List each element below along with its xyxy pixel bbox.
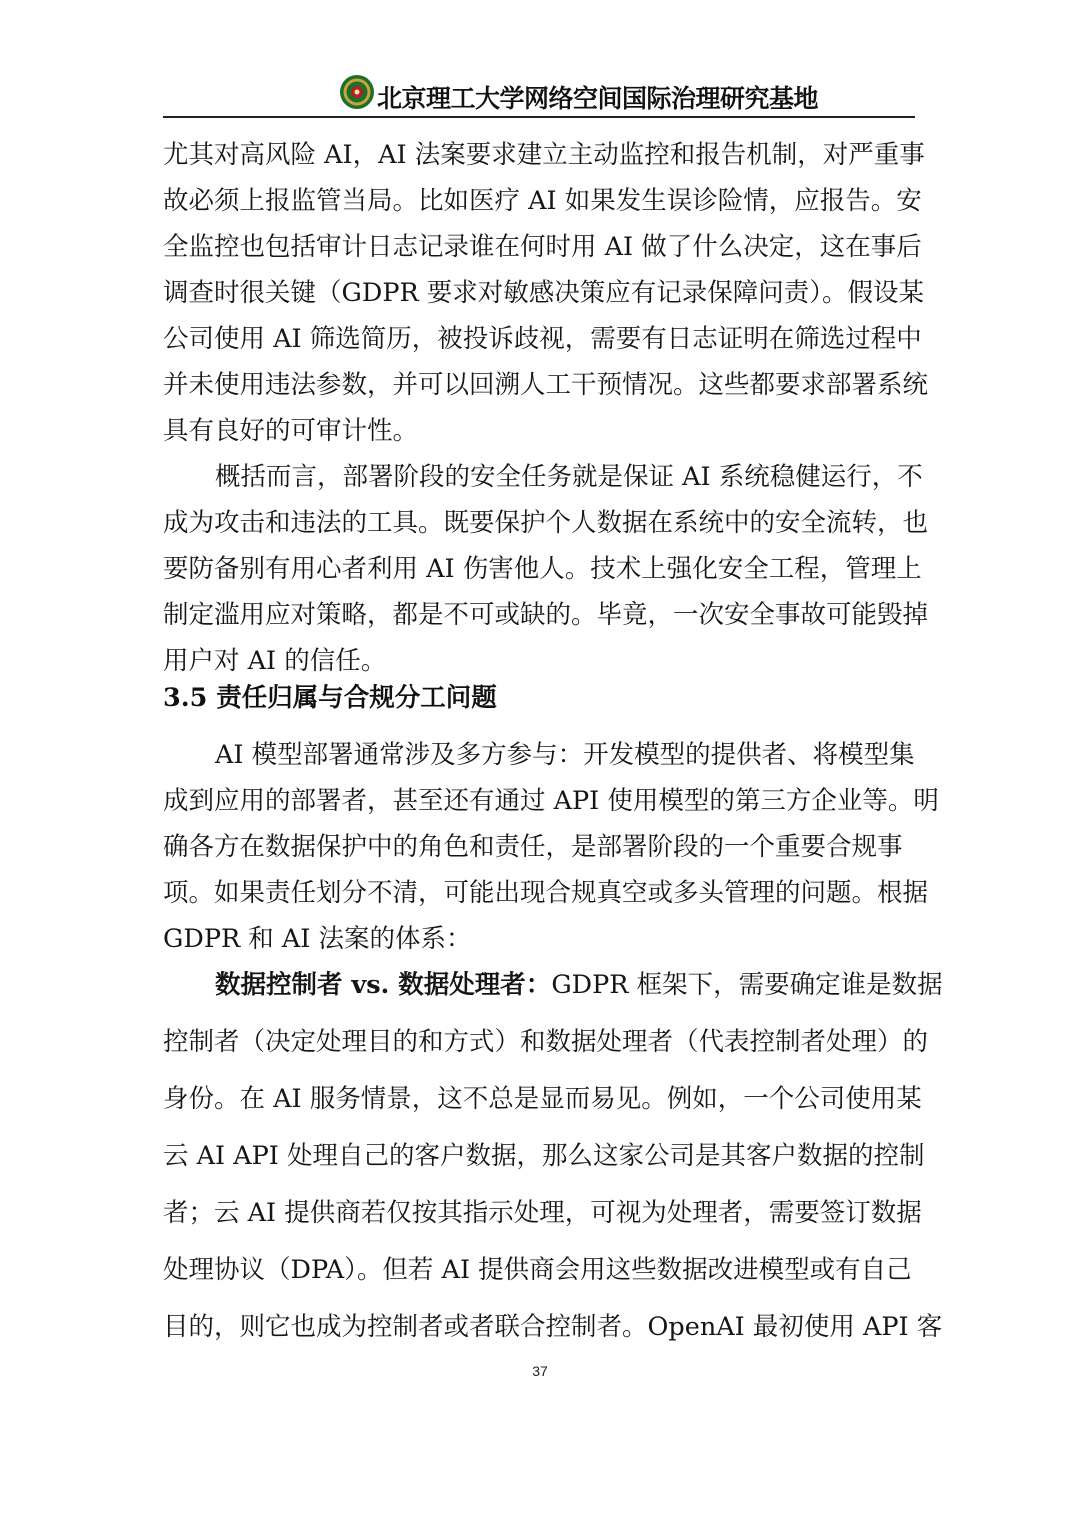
body-line: 尤其对高风险 AI，AI 法案要求建立主动监控和报告机制，对严重事 <box>163 140 925 170</box>
body-line: 并未使用违法参数，并可以回溯人工干预情况。这些都要求部署系统 <box>163 370 929 400</box>
body-line: 确各方在数据保护中的角色和责任，是部署阶段的一个重要合规事 <box>163 832 903 862</box>
lead-rest: GDPR 框架下，需要确定谁是数据 <box>551 970 943 1000</box>
body-line: AI 模型部署通常涉及多方参与：开发模型的提供者、将模型集 <box>215 740 915 770</box>
section-heading: 3.5 责任归属与合规分工问题 <box>163 683 497 713</box>
header-divider <box>163 116 915 118</box>
body-line: 成为攻击和违法的工具。既要保护个人数据在系统中的安全流转，也 <box>163 508 929 538</box>
body-line: 要防备别有用心者利用 AI 伤害他人。技术上强化安全工程，管理上 <box>163 554 922 584</box>
body-line: 公司使用 AI 筛选简历，被投诉歧视，需要有日志证明在筛选过程中 <box>163 324 922 354</box>
body-line: 者；云 AI 提供商若仅按其指示处理，可视为处理者，需要签订数据 <box>163 1198 922 1228</box>
header-title: 北京理工大学网络空间国际治理研究基地 <box>377 84 819 113</box>
body-line: 项。如果责任划分不清，可能出现合规真空或多头管理的问题。根据 <box>163 878 929 908</box>
body-line: 控制者（决定处理目的和方式）和数据处理者（代表控制者处理）的 <box>163 1027 929 1057</box>
body-line: GDPR 和 AI 法案的体系： <box>163 924 472 954</box>
body-line: 处理协议（DPA）。但若 AI 提供商会用这些数据改进模型或有自己 <box>163 1255 912 1285</box>
university-seal-icon <box>339 74 375 110</box>
body-line: 概括而言，部署阶段的安全任务就是保证 AI 系统稳健运行，不 <box>215 462 923 492</box>
page-header <box>163 68 915 118</box>
body-line: 用户对 AI 的信任。 <box>163 646 387 676</box>
bold-term: 数据控制者 vs. 数据处理者： <box>215 970 552 1000</box>
body-line: 调查时很关键（GDPR 要求对敏感决策应有记录保障问责）。假设某 <box>163 278 925 308</box>
body-line: 目的，则它也成为控制者或者联合控制者。OpenAI 最初使用 API 客 <box>163 1312 943 1342</box>
body-line: 身份。在 AI 服务情景，这不总是显而易见。例如，一个公司使用某 <box>163 1084 922 1114</box>
body-line: 成到应用的部署者，甚至还有通过 API 使用模型的第三方企业等。明 <box>163 786 939 816</box>
page-number: 37 <box>532 1363 548 1379</box>
lead-line <box>215 968 943 1002</box>
body-line: 全监控也包括审计日志记录谁在何时用 AI 做了什么决定，这在事后 <box>163 232 922 262</box>
body-line: 具有良好的可审计性。 <box>163 416 419 446</box>
body-line: 制定滥用应对策略，都是不可或缺的。毕竟，一次安全事故可能毁掉 <box>163 600 929 630</box>
body-line: 故必须上报监管当局。比如医疗 AI 如果发生误诊险情，应报告。安 <box>163 186 922 216</box>
body-line: 云 AI API 处理自己的客户数据，那么这家公司是其客户数据的控制 <box>163 1141 925 1171</box>
